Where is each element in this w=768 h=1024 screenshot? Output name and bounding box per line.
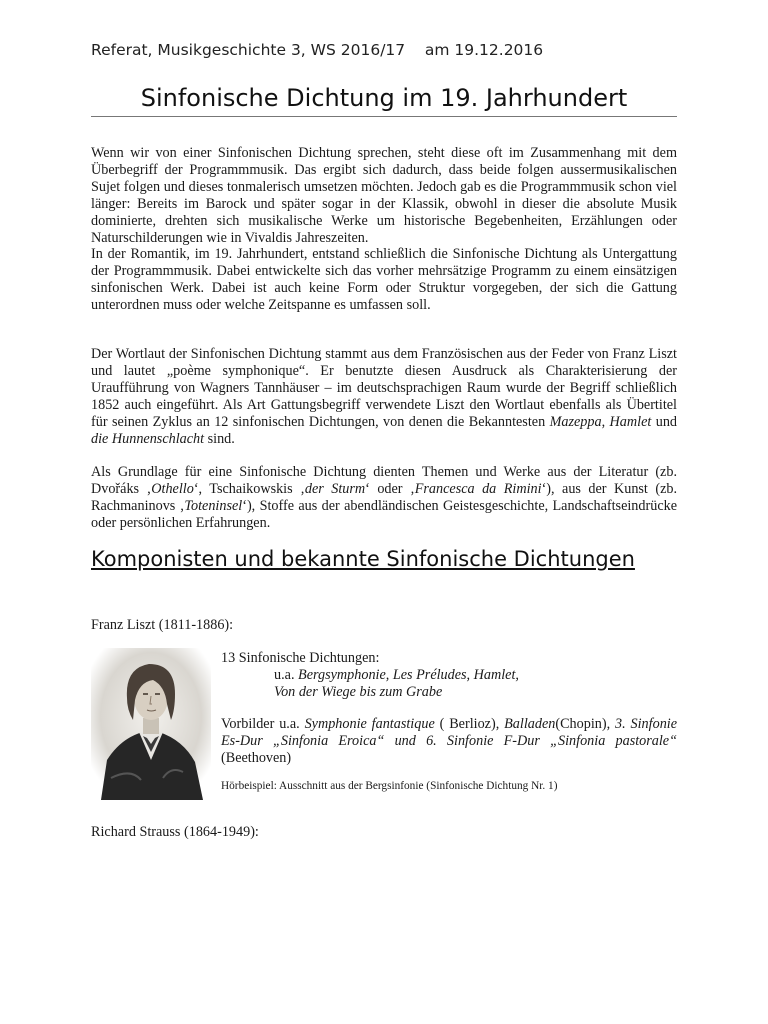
liszt-works-1: Bergsymphonie, Les Préludes, Hamlet,: [298, 666, 519, 683]
title-divider: [91, 116, 677, 117]
vorbilder-label: Vorbilder u.a.: [221, 716, 305, 732]
work-der-sturm: der Sturm: [304, 480, 366, 497]
vorbild-berlioz-work: Symphonie fantastique: [304, 716, 435, 732]
document-header: [91, 41, 543, 59]
p3-e: ‘), Stoffe aus der abendländischen Geistesgeschichte, Landschaftseindrücke oder persönlichen Erfahrungen.: [91, 497, 678, 531]
p2-text: Der Wortlaut der Sinfonischen Dichtung stammt aus dem Französischen aus der Feder von Franz Liszt und lautet „poème symphonique“. Er benutzte diesen Ausdruck als Charakterisierung der Uraufführung von Wagners Tannhäuser – im deutschsprachigen Raum wurde der Begriff schließlich 1852 auch eingeführt. Als Art Gattungsbegriff verwendete Liszt den Wortlaut ebenfalls als Übertitel für seinen Zyklus an 12 sinfonischen Dichtungen, von denen die Bekanntesten: [91, 346, 677, 430]
intro-paragraph-2: [91, 346, 677, 447]
p2-and: und: [651, 413, 678, 430]
work-othello: Othello: [151, 480, 194, 497]
p3-d: ‘), aus der Kunst (zb. Rachmaninovs ‚: [91, 480, 678, 514]
liszt-works-line-2: [221, 684, 677, 701]
composer-liszt-name: Franz Liszt (1811-1886):: [91, 617, 234, 633]
vorbild-chopin: (Chopin),: [555, 716, 616, 732]
vorbild-beethoven-work: 3. Sinfonie Es-Dur „Sinfonia Eroica“ und 6. Sinfonie F-Dur „Sinfonia pastorale“: [221, 716, 678, 749]
vorbild-chopin-work: Balladen: [504, 716, 556, 732]
liszt-works-block: [221, 650, 677, 701]
liszt-ua: u.a.: [274, 666, 299, 683]
liszt-works-2: Von der Wiege bis zum Grabe: [274, 683, 443, 700]
p3-c: ‘ oder ‚: [365, 480, 415, 497]
liszt-portrait-image: [91, 648, 211, 800]
vorbild-berlioz: ( Berlioz),: [434, 716, 505, 732]
work-mazeppa: Mazeppa: [549, 413, 602, 430]
vorbild-beethoven: (Beethoven): [221, 749, 292, 766]
p2-sep: ,: [601, 413, 610, 430]
header-course: Referat, Musikgeschichte 3, WS 2016/17: [91, 41, 406, 59]
p3-b: ‘, Tschaikowskis ‚: [193, 480, 305, 497]
intro-paragraph-3: [91, 464, 677, 532]
work-francesca: Francesca da Rimini: [414, 480, 542, 497]
intro-text-1: Wenn wir von einer Sinfonischen Dichtung sprechen, steht diese oft im Zusammenhang mit dem Überbegriff der Programmmusik. Das ergibt sich dadurch, dass beide folgen aussermusikalischen Sujet folgen und dieses tonmalerisch umsetzen möchten. Jedoch gab es die Programmmusik schon viel länger: Bereits im Barock und später sogar in der Klassik, obwohl in dieser die absolute Musik dominierte, drehten sich musikalische Werke um historische Begebenheiten, Erzählungen oder Naturschilderungen wie in Vivaldis Jahreszeiten.: [91, 145, 677, 246]
intro-paragraph-1: [91, 145, 677, 314]
liszt-works-line-1: [221, 667, 677, 684]
work-hunnenschlacht: die Hunnenschlacht: [91, 430, 205, 447]
page-title: Sinfonische Dichtung im 19. Jahrhundert: [140, 84, 628, 112]
work-toteninsel: Toteninsel: [184, 497, 243, 514]
liszt-count: 13 Sinfonische Dichtungen:: [221, 650, 380, 666]
hoerbeispiel-note: Hörbeispiel: Ausschnitt aus der Bergsinfonie (Sinfonische Dichtung Nr. 1): [221, 780, 558, 792]
header-date: am 19.12.2016: [424, 41, 544, 59]
work-hamlet: Hamlet: [609, 413, 652, 430]
liszt-vorbilder-block: [221, 716, 677, 767]
composer-strauss-name: Richard Strauss (1864-1949):: [91, 824, 259, 840]
section-heading: Komponisten und bekannte Sinfonische Dichtungen: [91, 547, 635, 571]
p2-end: sind.: [204, 430, 235, 447]
intro-text-1b: In der Romantik, im 19. Jahrhundert, entstand schließlich die Sinfonische Dichtung als Untergattung der Programmmusik. Dabei entwickelte sich das vorher mehrsätzige Programm zu einem einsätzigen sinfonischen Werk. Dabei ist auch keine Form oder Struktur vorgegeben, der sich die Gattung unterordnen muss oder welche Zeitspanne es umfassen soll.: [91, 246, 677, 314]
p3-a: Als Grundlage für eine Sinfonische Dichtung dienten Themen und Werke aus der Literatur (zb. Dvořáks ‚: [91, 464, 677, 497]
